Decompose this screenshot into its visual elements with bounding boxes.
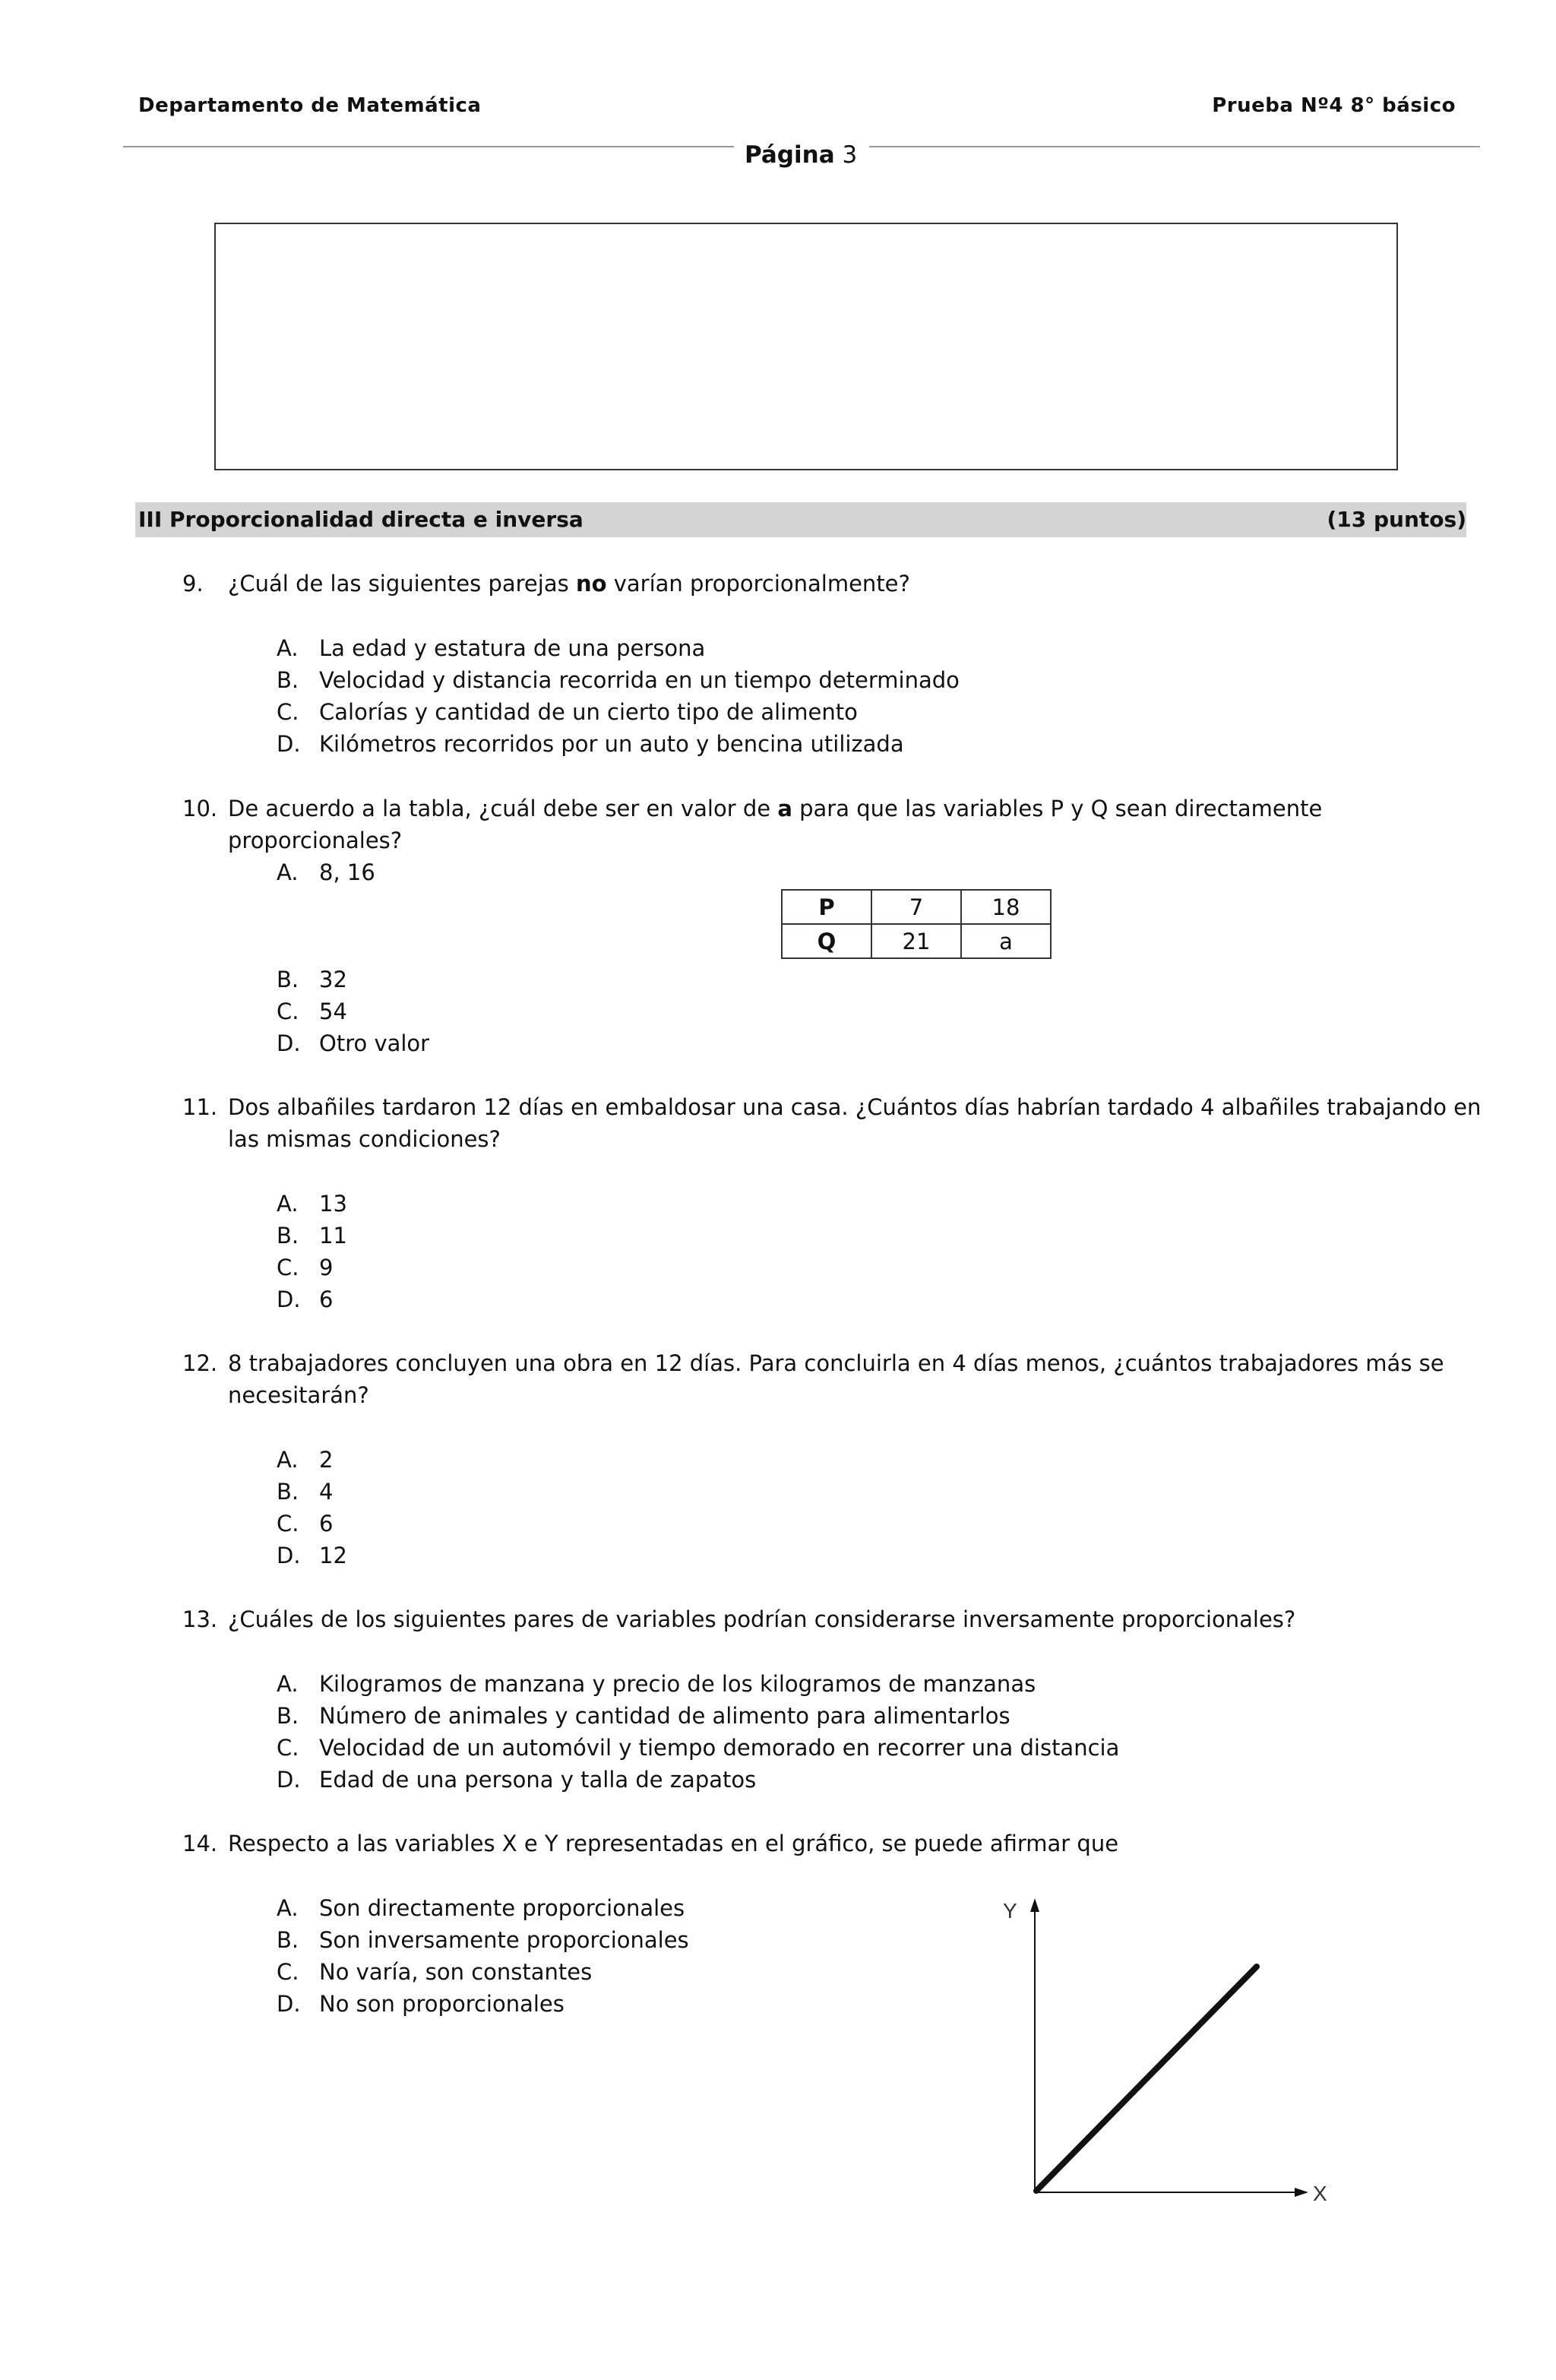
table-cell: 21 <box>871 924 961 958</box>
question-text: Dos albañiles tardaron 12 días en embaldosar una casa. ¿Cuántos días habrían tardado 4 albañiles trabajando en las mismas condiciones? <box>228 1094 1482 1152</box>
table-row-q <box>782 924 1051 958</box>
table-cell: 7 <box>871 890 961 924</box>
xy-graph <box>988 1892 1352 2211</box>
section-title: III Proporcionalidad directa e inversa <box>138 507 584 532</box>
section-points: (13 puntos) <box>1327 507 1466 532</box>
question-number: 10. <box>182 796 218 821</box>
question-text: ¿Cuáles de los siguientes pares de variables podrían considerarse inversamente proporcionales? <box>228 1606 1296 1632</box>
question-number: 13. <box>182 1606 218 1632</box>
x-axis-label: X <box>1313 2182 1327 2205</box>
question-text: 8 trabajadores concluyen una obra en 12 días. Para concluirla en 4 días menos, ¿cuántos trabajadores más se necesitarán? <box>228 1350 1444 1408</box>
y-axis-arrow-icon <box>1030 1898 1039 1912</box>
answer-box <box>214 223 1398 470</box>
test-title: Prueba Nº4 8° básico <box>1212 94 1456 117</box>
table-cell-label: Q <box>782 924 871 958</box>
table-cell-label: P <box>782 890 871 924</box>
page-label: Página <box>745 141 835 169</box>
header-rule-left <box>123 146 734 147</box>
section-header <box>135 502 1466 537</box>
page-indicator <box>745 141 857 169</box>
question-number: 12. <box>182 1350 218 1376</box>
pq-table <box>781 889 1052 959</box>
table-cell: a <box>961 924 1051 958</box>
department-name: Departamento de Matemática <box>138 94 482 117</box>
question-number: 9. <box>182 571 204 597</box>
x-axis-arrow-icon <box>1295 2188 1308 2197</box>
question-text: ¿Cuál de las siguientes parejas no varían proporcionalmente? <box>228 571 910 597</box>
page-number: 3 <box>842 141 858 169</box>
question-text: De acuerdo a la tabla, ¿cuál debe ser en valor de a para que las variables P y Q sean directamente proporcionales? <box>228 796 1323 853</box>
table-row-p <box>782 890 1051 924</box>
header-rule-right <box>869 146 1480 147</box>
question-number: 11. <box>182 1094 218 1120</box>
y-axis-label: Y <box>1003 1899 1017 1923</box>
question-text: Respecto a las variables X e Y representadas en el gráfico, se puede afirmar que <box>228 1831 1119 1856</box>
table-cell: 18 <box>961 890 1051 924</box>
question-number: 14. <box>182 1831 218 1856</box>
proportional-line <box>1036 1967 1257 2191</box>
